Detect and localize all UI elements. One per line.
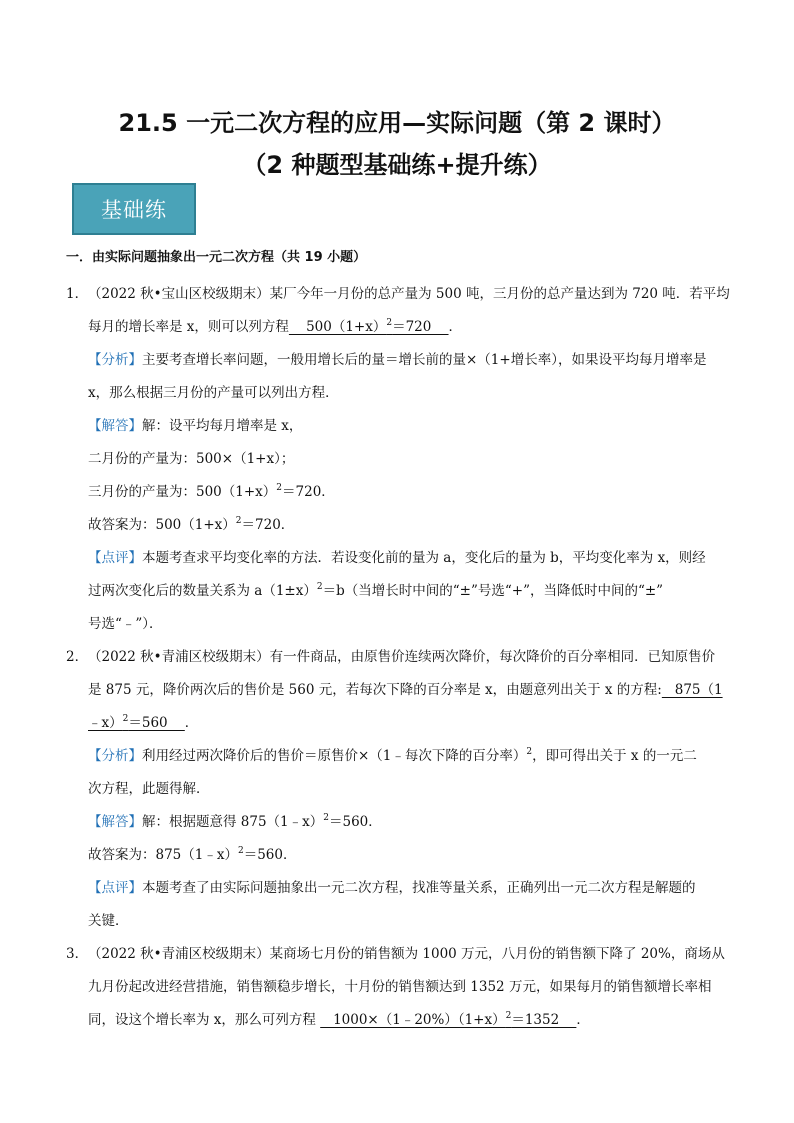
solution-line: 【解答】解：设平均每月增率是 x， [88,418,303,434]
stem-text: 是 875 元，降价两次后的售价是 560 元，若每次下降的百分率是 x，由题意列出关于 x 的方程: [88,682,662,698]
question-stem-line: ﹣x）$^2$＝560 ． [88,714,199,731]
final-answer-line: 故答案为：875（1﹣x）$^2$＝560． [88,846,297,863]
question-stem-line [66,971,734,1004]
answer-blank: $1000\times(1﹣20\%)(1+x)^2=1352$ [320,1011,577,1028]
comment-tag: 【点评】 [88,880,142,896]
solution-tag: 【解答】 [88,418,142,434]
analysis-line: x，那么根据三月份的产量可以列出方程． [88,385,339,401]
stem-text: 九月份起改进经营措施，销售额稳步增长，十月份的销售额达到 1352 万元，如果每月的销售额增长率相 [88,979,712,995]
question-number: 3． [66,946,89,962]
answer-blank: ﹣x）$^2$＝560 [88,714,185,731]
stem-text: （2022 秋•青浦区校级期末）有一件商品，由原售价连续两次降价，每次降价的百分率相同．已知原售价 [88,649,716,665]
page-title: 21.5 一元二次方程的应用—实际问题（第 2 课时） [118,109,676,137]
page-subtitle: （2 种题型基础练+提升练） [242,151,552,179]
analysis-line: 【分析】主要考查增长率问题，一般用增长后的量＝增长前的量×（1+增长率），如果设平均每月增率是 [88,352,707,368]
question-stem-line: 每月的增长率是 x，则可以列方程 $500(1+x)^2=720$ ． [88,318,463,335]
stem-text: （2022 秋•青浦区校级期末）某商场七月份的销售额为 1000 万元，八月份的销售额下降了 20%，商场从 [88,946,725,962]
analysis-line: 【分析】利用经过两次降价后的售价＝原售价×（1﹣每次下降的百分率）$^2$，即可得出关于 x 的一元二 [88,747,697,764]
stem-text: 同，设这个增长率为 x，那么可列方程 [88,1012,321,1028]
question-stem-line: 同，设这个增长率为 x，那么可列方程 $1000\times(1﹣20\%)(1+x)^2=1352$ ． [88,1011,590,1028]
answer-blank: 875（1 [661,682,723,698]
final-answer-line: 故答案为：$500(1+x)^2=720$． [88,516,295,533]
question-stem-line [66,674,734,707]
comment-line: 过两次变化后的数量关系为 $a(1\pm x)^2=b$（当增长时中间的“±”号选“+”，当降低时中间的“±” [88,582,664,599]
question-number: 2． [66,649,89,665]
solution-line: 三月份的产量为：$500(1+x)^2=720$． [88,483,335,500]
comment-line: 【点评】本题考查了由实际问题抽象出一元二次方程，找准等量关系，正确列出一元二次方程是解题的 [88,880,696,896]
solution-tag: 【解答】 [88,814,142,830]
analysis-tag: 【分析】 [88,748,142,764]
stem-text: （2022 秋•宝山区校级期末）某厂今年一月份的总产量为 500 吨，三月份的总产量达到为 720 吨．若平均 [88,286,730,302]
comment-tag: 【点评】 [88,550,142,566]
question-2 [66,641,734,938]
question-1 [66,278,734,641]
comment-line: 号选“﹣”）． [88,616,163,632]
stem-text: 每月的增长率是 x，则可以列方程 [88,319,289,335]
solution-line: 【解答】解：根据题意得 875（1﹣x）$^2$＝560． [88,813,382,830]
section-title: 一．由实际问题抽象出一元二次方程（共 19 小题） [66,250,367,265]
question-number: 1． [66,286,89,302]
answer-blank: $500(1+x)^2=720$ [288,318,449,335]
question-stem-line [66,278,734,311]
section-badge: 基础练 [72,183,196,235]
analysis-tag: 【分析】 [88,352,142,368]
question-stem-line [66,938,734,971]
question-stem-line [66,641,734,674]
solution-line: 二月份的产量为：500×（1+x）； [88,451,295,467]
comment-line: 【点评】本题考查求平均变化率的方法．若设变化前的量为 a，变化后的量为 b，平均变化率为 x，则经 [88,550,706,566]
question-3 [66,938,734,1037]
comment-line: 关键． [88,913,129,929]
document-body [66,246,734,1037]
analysis-line: 次方程，此题得解． [88,781,210,797]
